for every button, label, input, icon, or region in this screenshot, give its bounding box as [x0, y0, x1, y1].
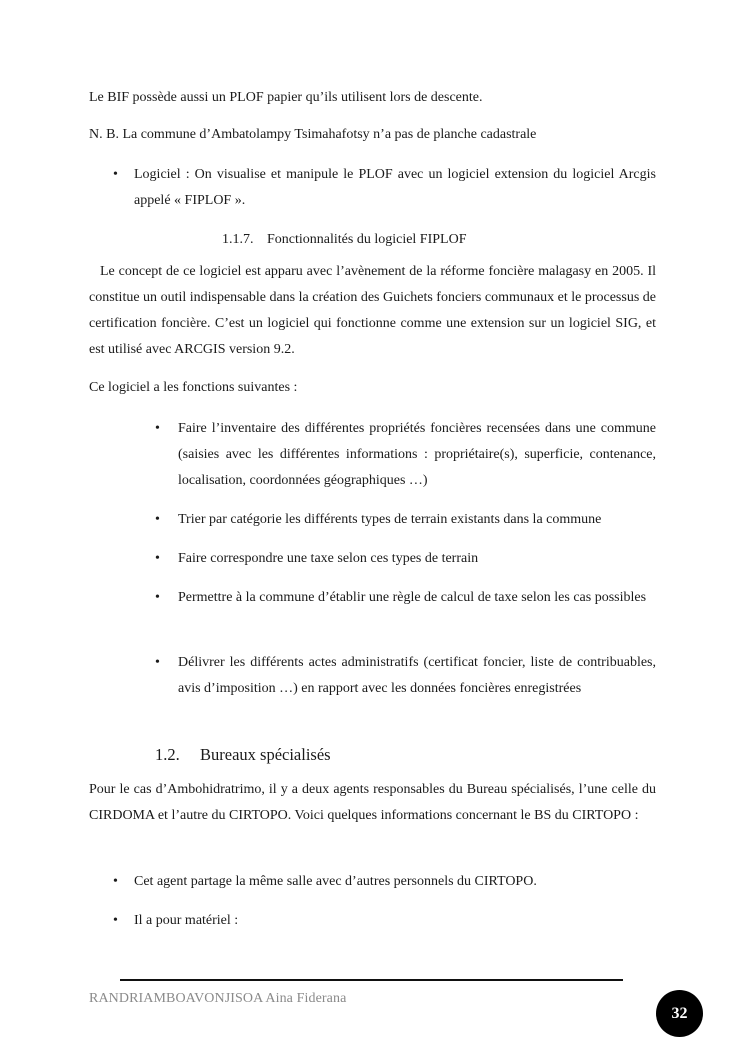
list-item-text: Permettre à la commune d’établir une règle de calcul de taxe selon les cas possibles: [178, 590, 647, 605]
bullet-icon: •: [113, 167, 118, 182]
bullet-icon: •: [155, 421, 160, 436]
list-item-text: Il a pour matériel :: [134, 913, 239, 928]
list-item: [113, 869, 656, 895]
list-item-text: Délivrer les différents actes administratifs (certificat foncier, liste de contribuables, avis d’imposition …) en rapport avec les données foncières enregistrées: [178, 655, 656, 696]
bullet-icon: •: [113, 913, 118, 928]
list-item: [155, 546, 656, 572]
subsection-number: 1.1.7.: [222, 232, 254, 247]
paragraph-ambohidratrimo: Pour le cas d’Ambohidratrimo, il y a deux agents responsables du Bureau spécialisés, l’une celle du CIRDOMA et l’autre du CIRTOPO. Voici quelques informations concernant le BS du CIRTOPO :: [89, 782, 656, 823]
bullet-icon: •: [155, 655, 160, 670]
section-heading: [155, 744, 331, 766]
bullet-icon: •: [113, 874, 118, 889]
bullet-icon: •: [155, 590, 160, 605]
subsection-heading: [222, 230, 467, 250]
footer-divider: [120, 979, 623, 981]
list-item: [155, 585, 656, 611]
list-item: [155, 650, 656, 702]
page-number-badge: 32: [656, 990, 703, 1037]
footer-author: RANDRIAMBOAVONJISOA Aina Fiderana: [89, 991, 347, 1006]
paragraph-bif-plof: Le BIF possède aussi un PLOF papier qu’ils utilisent lors de descente.: [89, 90, 483, 105]
list-item-logiciel: [113, 162, 656, 214]
paragraph-functions-intro: Ce logiciel a les fonctions suivantes :: [89, 380, 298, 395]
list-item: [155, 507, 656, 533]
section-number: 1.2.: [155, 745, 180, 764]
paragraph-concept: Le concept de ce logiciel est apparu avec l’avènement de la réforme foncière malagasy en 2005. Il constitue un outil indispensable dans la création des Guichets fonciers communaux et le processus de certification foncière. C’est un logiciel qui fonctionne comme une extension sur un logiciel SIG, et est utilisé avec ARCGIS version 9.2.: [89, 264, 656, 357]
list-item-text: Logiciel : On visualise et manipule le PLOF avec un logiciel extension du logiciel Arcgis appelé « FIPLOF ».: [134, 167, 656, 208]
bullet-icon: •: [155, 512, 160, 527]
paragraph-nb-cadastre: N. B. La commune d’Ambatolampy Tsimahafotsy n’a pas de planche cadastrale: [89, 127, 537, 142]
list-item: [113, 908, 656, 934]
list-item: [155, 416, 656, 494]
list-item-text: Faire correspondre une taxe selon ces types de terrain: [178, 551, 479, 566]
list-item-text: Cet agent partage la même salle avec d’autres personnels du CIRTOPO.: [134, 874, 537, 889]
section-title: Bureaux spécialisés: [200, 745, 331, 764]
subsection-title: Fonctionnalités du logiciel FIPLOF: [267, 232, 467, 247]
list-item-text: Faire l’inventaire des différentes propriétés foncières recensées dans une commune (saisies avec les différentes informations : propriétaire(s), superficie, contenance, localisation, coordonnées géographiques …): [178, 421, 656, 488]
list-item-text: Trier par catégorie les différents types de terrain existants dans la commune: [178, 512, 602, 527]
bullet-icon: •: [155, 551, 160, 566]
